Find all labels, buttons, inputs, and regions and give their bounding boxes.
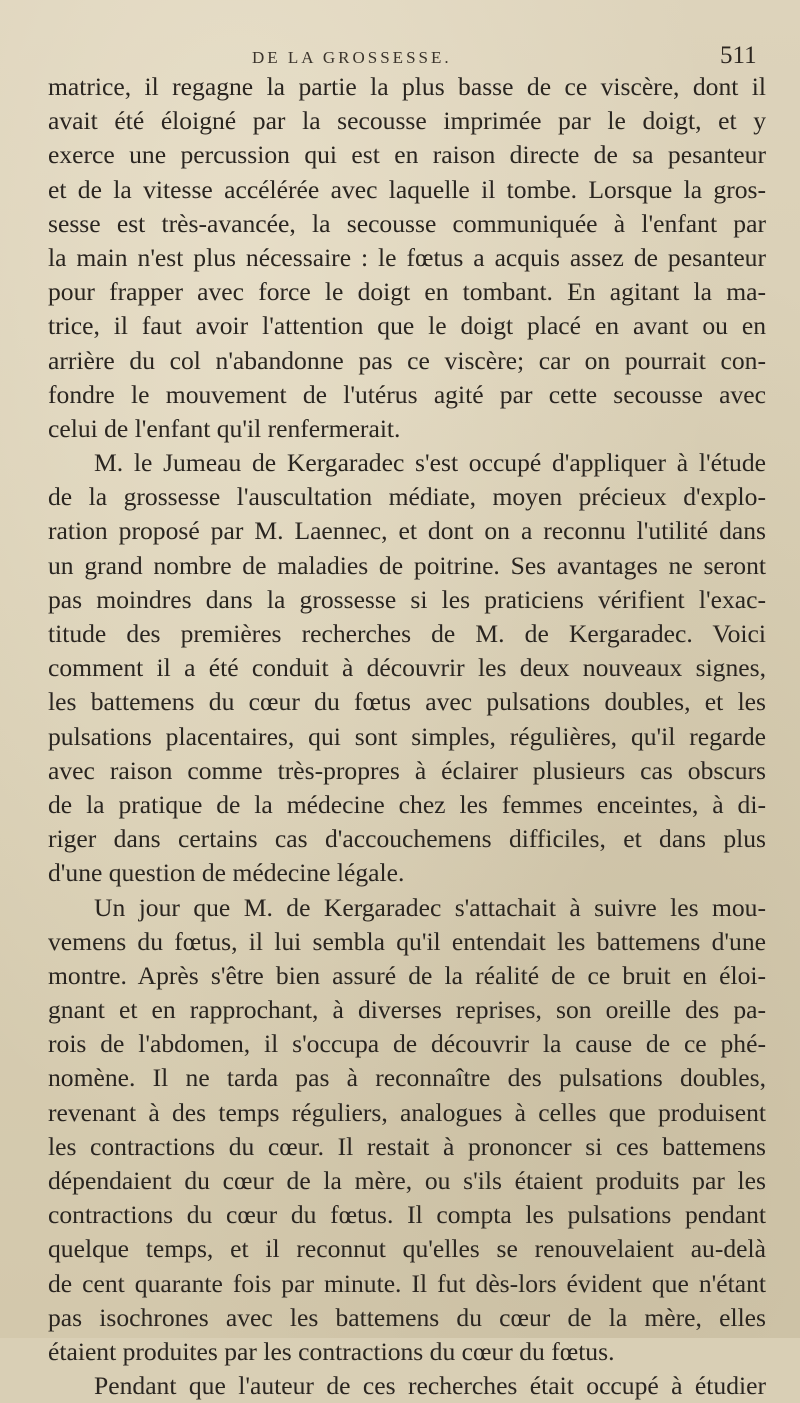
text-line: riger dans certains cas d'accouchemens difficiles, et dans plus [48,824,766,854]
text-line: pas isochrones avec les battemens du cœur de la mère, elles [48,1302,766,1332]
text-line: arrière du col n'abandonne pas ce viscère; car on pourrait con- [48,345,766,375]
text-line: vemens du fœtus, il lui sembla qu'il entendait les battemens d'une [48,926,766,956]
text-line: quelque temps, et il reconnut qu'elles se renouvelaient au-delà [48,1234,766,1264]
text-line: Pendant que l'auteur de ces recherches était occupé à étudier [94,1371,766,1401]
text-line: gnant et en rapprochant, à diverses reprises, son oreille des pa- [48,995,766,1025]
page-header [0,40,800,74]
text-line: de la pratique de la médecine chez les femmes enceintes, à di- [48,789,766,819]
text-line: titude des premières recherches de M. de Kergaradec. Voici [48,619,766,648]
text-line: de cent quarante fois par minute. Il fut dès-lors évident que n'étant [48,1268,766,1298]
text-line: un grand nombre de maladies de poitrine. Ses avantages ne seront [48,550,766,580]
text-line: trice, il faut avoir l'attention que le doigt placé en avant ou en [48,311,766,341]
text-line: dépendaient du cœur de la mère, ou s'ils étaient produits par les [48,1166,766,1195]
text-line: avait été éloigné par la secousse imprimée par le doigt, et y [48,106,766,136]
text-line: M. le Jumeau de Kergaradec s'est occupé d'appliquer à l'étude [94,448,766,478]
text-line: ration proposé par M. Laennec, et dont on a reconnu l'utilité dans [48,516,766,546]
text-line: Un jour que M. de Kergaradec s'attachait à suivre les mou- [94,892,766,922]
text-line: contractions du cœur du fœtus. Il compta les pulsations pendant [48,1200,766,1230]
text-line: d'une question de médecine légale. [48,858,405,888]
text-line: sesse est très-avancée, la secousse communiquée à l'enfant par [48,208,766,238]
text-line: de la grossesse l'auscultation médiate, moyen précieux d'explo- [48,482,766,512]
text-line: les contractions du cœur. Il restait à prononcer si ces battemens [48,1131,766,1161]
text-line: comment il a été conduit à découvrir les deux nouveaux signes, [48,653,766,683]
text-line: pour frapper avec force le doigt en tombant. En agitant la ma- [48,277,766,307]
text-line: avec raison comme très-propres à éclairer plusieurs cas obscurs [48,755,766,785]
text-line: et de la vitesse accélérée avec laquelle il tombe. Lorsque la gros- [48,174,766,204]
text-line: rois de l'abdomen, il s'occupa de découvrir la cause de ce phé- [48,1029,766,1059]
body-text [48,70,766,1403]
running-title: DE LA GROSSESSE. [252,48,452,67]
text-line: matrice, il regagne la partie la plus basse de ce viscère, dont il [48,72,766,101]
text-line: fondre le mouvement de l'utérus agité par cette secousse avec [48,379,766,409]
text-line: exerce une percussion qui est en raison directe de sa pesanteur [48,140,766,170]
text-line: pulsations placentaires, qui sont simples, régulières, qu'il regarde [48,721,766,751]
text-line: montre. Après s'être bien assuré de la réalité de ce bruit en éloi- [48,960,766,990]
text-line: pas moindres dans la grossesse si les praticiens vérifient l'exac- [48,584,766,614]
text-line: celui de l'enfant qu'il renfermerait. [48,413,401,443]
text-line: les battemens du cœur du fœtus avec pulsations doubles, et les [48,687,766,717]
text-line: étaient produites par les contractions du cœur du fœtus. [48,1336,615,1366]
page-number: 511 [720,42,757,69]
text-line: nomène. Il ne tarda pas à reconnaître des pulsations doubles, [48,1063,766,1093]
text-line: revenant à des temps réguliers, analogues à celles que produisent [48,1097,766,1127]
text-line: la main n'est plus nécessaire : le fœtus a acquis assez de pesanteur [48,242,766,272]
